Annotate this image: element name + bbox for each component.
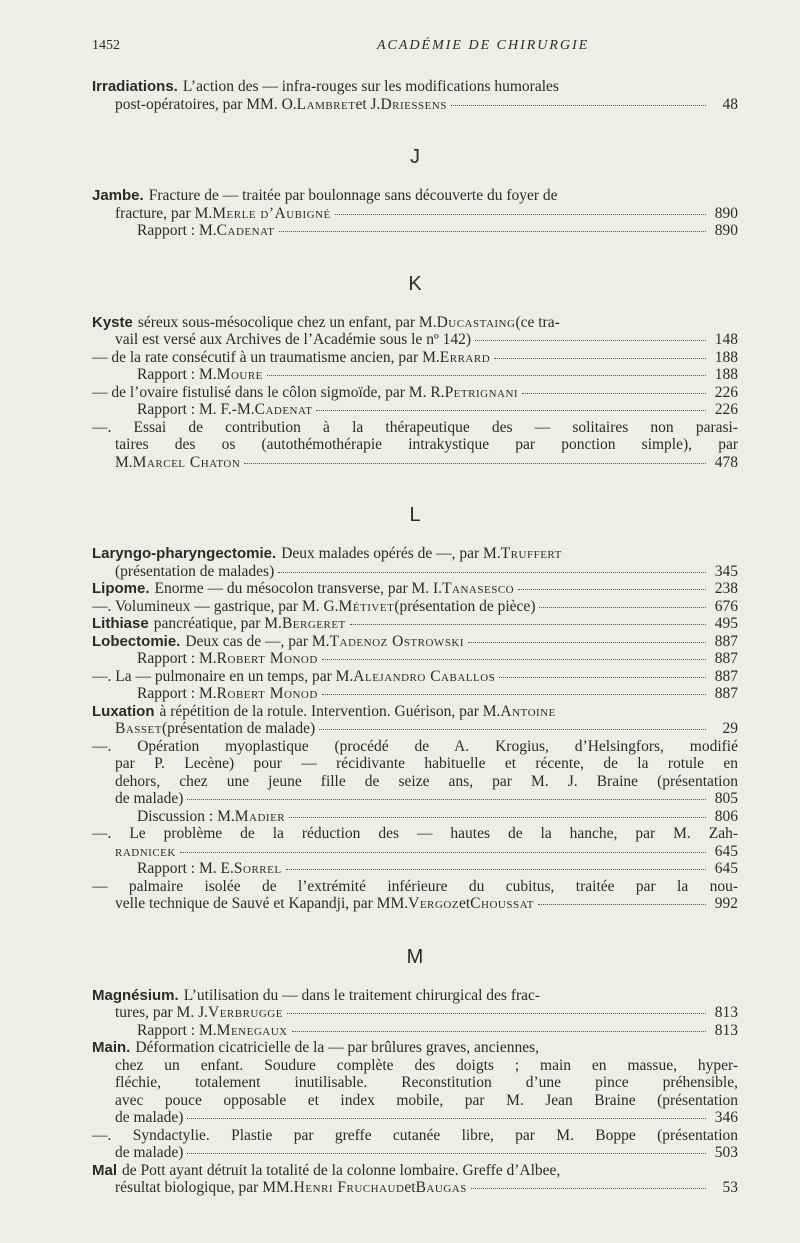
page-reference: 346	[714, 1109, 738, 1126]
index-line	[92, 331, 738, 349]
entry-text: avec pouce opposable et index mobile, par M. Jean Braine (présentation	[115, 1091, 738, 1109]
page-reference: 887	[714, 632, 738, 650]
dot-leader	[350, 624, 706, 625]
entry-text: et	[404, 1179, 416, 1196]
entry-text: séreux sous-mésocolique chez un enfant, par M.	[137, 313, 437, 331]
index-line	[92, 1039, 738, 1057]
entry-text: L’utilisation du — dans le traitement chirurgical des frac-	[183, 986, 541, 1004]
dot-leader	[539, 607, 706, 608]
dot-leader	[518, 589, 706, 590]
entry-text: pancréatique, par M.	[153, 615, 282, 632]
entry-text: post-opératoires, par MM. O.	[115, 95, 297, 113]
index-line	[92, 1144, 738, 1162]
index-line	[92, 78, 738, 96]
author-name: Métivet	[338, 597, 395, 615]
dot-leader	[244, 463, 706, 464]
entry-text: —. Volumineux — gastrique, par M. G.	[92, 597, 339, 615]
index-line	[92, 222, 738, 240]
author-name: Truffert	[500, 545, 562, 562]
entry-text: Rapport : M.	[137, 650, 217, 667]
entry-text: Rapport : M.	[137, 222, 217, 239]
index-line	[92, 96, 738, 114]
entry-keyword: Lipome.	[92, 580, 150, 597]
entry-text: M.	[115, 453, 133, 471]
dot-leader	[267, 375, 706, 376]
author-name: Henri Fruchaud	[293, 1179, 405, 1196]
author-name: Robert Monod	[216, 685, 318, 702]
author-name: Tadenoz Ostrowski	[329, 632, 465, 650]
index-line	[92, 738, 738, 756]
dot-leader	[187, 1153, 706, 1154]
author-name: Verbrugge	[208, 1004, 283, 1021]
entry-text: —. Syndactylie. Plastie par greffe cutanée libre, par M. Boppe (présentation	[92, 1126, 738, 1144]
entry-text: fracture, par M.	[115, 204, 213, 222]
author-name: Choussat	[470, 895, 535, 912]
index-line	[92, 615, 738, 633]
entry-text: tures, par M. J.	[115, 1004, 208, 1021]
page-reference: 188	[714, 366, 738, 383]
entry-text: à répétition de la rotule. Intervention. Guérison, par M.	[159, 702, 501, 720]
entry-text: Rapport : M. F.-M.	[137, 401, 255, 418]
index-line	[92, 187, 738, 205]
dot-leader	[522, 393, 706, 394]
letter-heading: M	[406, 945, 424, 968]
entry-text: de malade)	[115, 790, 184, 807]
page-reference: 503	[714, 1144, 738, 1161]
page-reference: 806	[714, 807, 738, 825]
page-reference: 53	[722, 1179, 738, 1196]
index-line	[92, 1022, 738, 1040]
author-name: Alejandro Caballos	[353, 667, 496, 685]
dot-leader	[289, 817, 706, 818]
running-header	[92, 38, 737, 58]
index-line	[92, 633, 738, 651]
letter-heading: K	[408, 272, 422, 295]
index-line	[92, 598, 738, 616]
dot-leader	[494, 358, 706, 359]
entry-text: Deux cas de —, par M.	[185, 632, 330, 650]
author-name: Cadenat	[254, 401, 313, 418]
dot-leader	[187, 1118, 706, 1119]
index-line	[92, 843, 738, 861]
dot-leader	[292, 1031, 706, 1032]
entry-text: Rapport : M. E.	[137, 860, 234, 877]
index-line	[92, 790, 738, 808]
dot-leader	[319, 729, 706, 730]
index-line	[92, 720, 738, 738]
entry-text: —. La — pulmonaire en un temps, par M.	[92, 667, 354, 685]
entry-keyword: Main.	[92, 1039, 131, 1056]
dot-leader	[335, 214, 706, 215]
dot-leader	[322, 694, 706, 695]
index-line	[92, 436, 738, 454]
page-reference: 29	[722, 720, 738, 737]
index-line	[92, 755, 738, 773]
page-reference: 48	[722, 95, 738, 113]
dot-leader	[316, 410, 706, 411]
index-line	[92, 1074, 738, 1092]
entry-text: taires des os (autothémothérapie intrakystique par ponction simple), par	[115, 436, 738, 453]
index-line	[92, 703, 738, 721]
page-reference: 805	[714, 790, 738, 807]
author-name: Vergoz	[408, 895, 459, 912]
index-line	[92, 1179, 738, 1197]
index-content	[92, 78, 738, 1197]
entry-text: Déformation cicatricielle de la — par brûlures graves, anciennes,	[135, 1039, 540, 1056]
page-reference: 188	[714, 348, 738, 366]
entry-keyword: Irradiations.	[92, 78, 178, 95]
entry-text: Enorme — du mésocolon transverse, par M. I.	[154, 580, 443, 597]
page-reference: 238	[714, 580, 738, 597]
index-line	[92, 825, 738, 843]
index-line	[92, 563, 738, 581]
index-line	[92, 685, 738, 703]
letter-heading: J	[410, 146, 420, 168]
index-line	[92, 205, 738, 223]
entry-text: Deux malades opérés de —, par M.	[281, 545, 501, 562]
author-name: Bergeret	[281, 615, 346, 632]
entry-text: (présentation de malades)	[115, 562, 275, 580]
author-name: Sorrel	[233, 860, 282, 877]
entry-keyword: Lobectomie.	[92, 632, 181, 650]
entry-text: chez un enfant. Soudure complète des doigts ; main en massue, hyper-	[115, 1056, 738, 1074]
dot-leader	[538, 904, 706, 905]
index-line	[92, 580, 738, 598]
index-line	[92, 454, 738, 472]
dot-leader	[278, 572, 706, 573]
index-line	[92, 1127, 738, 1145]
author-name: Tanasesco	[442, 580, 515, 597]
page-reference: 478	[714, 453, 738, 471]
index-line	[92, 860, 738, 878]
entry-text: —. Essai de contribution à la thérapeutique des — solitaires non parasi-	[92, 418, 738, 436]
index-line	[92, 987, 738, 1005]
entry-text: —. Opération myoplastique (procédé de A. Krogius, d’Helsingfors, modifié	[92, 737, 738, 755]
entry-text: Rapport : M.	[137, 685, 217, 702]
author-name: Robert Monod	[216, 650, 318, 667]
author-name: Madier	[234, 807, 286, 825]
index-line	[92, 895, 738, 913]
dot-leader	[451, 105, 706, 106]
author-name: Cadenat	[216, 222, 275, 239]
dot-leader	[287, 1013, 706, 1014]
index-line	[92, 650, 738, 668]
dot-leader	[187, 799, 706, 800]
index-line	[92, 545, 738, 563]
index-line	[92, 349, 738, 367]
author-name: Basset	[115, 720, 162, 737]
page-reference: 813	[714, 1004, 738, 1021]
page-reference: 495	[714, 615, 738, 632]
page-reference: 345	[714, 562, 738, 580]
index-line	[92, 1162, 738, 1180]
page-reference: 645	[714, 860, 738, 877]
entry-text: (présentation de malade)	[161, 720, 316, 737]
index-line	[92, 878, 738, 896]
entry-text: résultat biologique, par MM.	[115, 1179, 294, 1196]
index-line	[92, 668, 738, 686]
author-name: Errard	[439, 348, 491, 366]
entry-text: fléchie, totalement inutilisable. Reconstitution d’une pince préhensible,	[115, 1074, 738, 1091]
index-line	[92, 773, 738, 791]
dot-leader	[286, 869, 706, 870]
dot-leader	[468, 642, 706, 643]
dot-leader	[180, 852, 706, 853]
letter-heading: L	[409, 504, 421, 526]
entry-text: Discussion : M.	[137, 807, 235, 825]
dot-leader	[471, 1188, 706, 1189]
page-reference: 813	[714, 1021, 738, 1039]
entry-text: Rapport : M.	[137, 1021, 217, 1039]
page-reference: 992	[714, 895, 738, 912]
page-reference: 890	[714, 204, 738, 222]
entry-text: dehors, chez une jeune fille de seize ans, par M. J. Braine (présentation	[115, 772, 738, 790]
index-line	[92, 401, 738, 419]
running-title: ACADÉMIE DE CHIRURGIE	[377, 38, 590, 53]
page-number: 1452	[92, 38, 120, 53]
page-reference: 148	[714, 331, 738, 348]
entry-text: de Pott ayant détruit la totalité de la colonne lombaire. Greffe d’Albee,	[122, 1161, 561, 1179]
author-name: Moure	[216, 366, 263, 383]
entry-keyword: Laryngo-pharyngectomie.	[92, 545, 277, 562]
page-reference: 887	[714, 650, 738, 667]
index-line	[92, 384, 738, 402]
author-name: radnicek	[115, 842, 176, 860]
entry-text: (ce tra-	[515, 313, 560, 331]
entry-text: velle technique de Sauvé et Kapandji, par MM.	[115, 895, 409, 912]
author-name: Petrignani	[444, 383, 519, 401]
page-reference: 887	[714, 685, 738, 702]
dot-leader	[279, 231, 707, 232]
entry-keyword: Jambe.	[92, 187, 144, 204]
author-name: Ducastaing	[436, 313, 516, 331]
index-line	[92, 1109, 738, 1127]
entry-text: L’action des — infra-rouges sur les modifications humorales	[182, 78, 559, 95]
entry-text: Fracture de — traitée par boulonnage sans découverte du foyer de	[148, 187, 558, 204]
index-line	[92, 808, 738, 826]
page-reference: 226	[714, 401, 738, 418]
author-name: Antoine	[500, 702, 556, 720]
entry-text: et J.	[355, 95, 381, 113]
author-name: Driessens	[380, 95, 447, 113]
entry-text: par P. Lecène) pour — récidivante habituelle et récente, de la rotule en	[115, 755, 738, 772]
dot-leader	[322, 659, 706, 660]
entry-text: vail est versé aux Archives de l’Académie sous le nº 142)	[115, 331, 472, 348]
entry-text: — palmaire isolée de l’extrémité inférieure du cubitus, traitée par la nou-	[92, 877, 738, 895]
entry-keyword: Luxation	[92, 702, 155, 720]
author-name: Menegaux	[216, 1021, 288, 1039]
index-line	[92, 1004, 738, 1022]
entry-keyword: Kyste	[92, 313, 133, 331]
author-name: Marcel Chaton	[132, 453, 241, 471]
author-name: Lambret	[296, 95, 356, 113]
author-name: Baugas	[415, 1179, 467, 1196]
entry-text: — de l’ovaire fistulisé dans le côlon sigmoïde, par M. R.	[92, 383, 445, 401]
entry-text: Rapport : M.	[137, 366, 217, 383]
page-reference: 890	[714, 222, 738, 239]
index-line	[92, 1057, 738, 1075]
entry-keyword: Mal	[92, 1161, 118, 1179]
entry-text: et	[458, 895, 471, 912]
entry-keyword: Lithiase	[92, 615, 149, 632]
index-line	[92, 314, 738, 332]
entry-text: (présentation de pièce)	[394, 597, 536, 615]
dot-leader	[475, 340, 706, 341]
entry-keyword: Magnésium.	[92, 986, 179, 1004]
entry-text: — de la rate consécutif à un traumatisme ancien, par M.	[92, 348, 440, 366]
dot-leader	[499, 677, 706, 678]
entry-text: de malade)	[115, 1144, 184, 1161]
page-reference: 887	[714, 667, 738, 685]
author-name: Merle d’Aubigné	[212, 204, 331, 222]
page-reference: 226	[714, 383, 738, 401]
index-line	[92, 1092, 738, 1110]
index-line	[92, 419, 738, 437]
entry-text: de malade)	[115, 1109, 184, 1126]
entry-text: —. Le problème de la réduction des — hautes de la hanche, par M. Zah-	[92, 825, 738, 842]
page-reference: 676	[714, 597, 738, 615]
page-reference: 645	[714, 842, 738, 860]
index-line	[92, 366, 738, 384]
